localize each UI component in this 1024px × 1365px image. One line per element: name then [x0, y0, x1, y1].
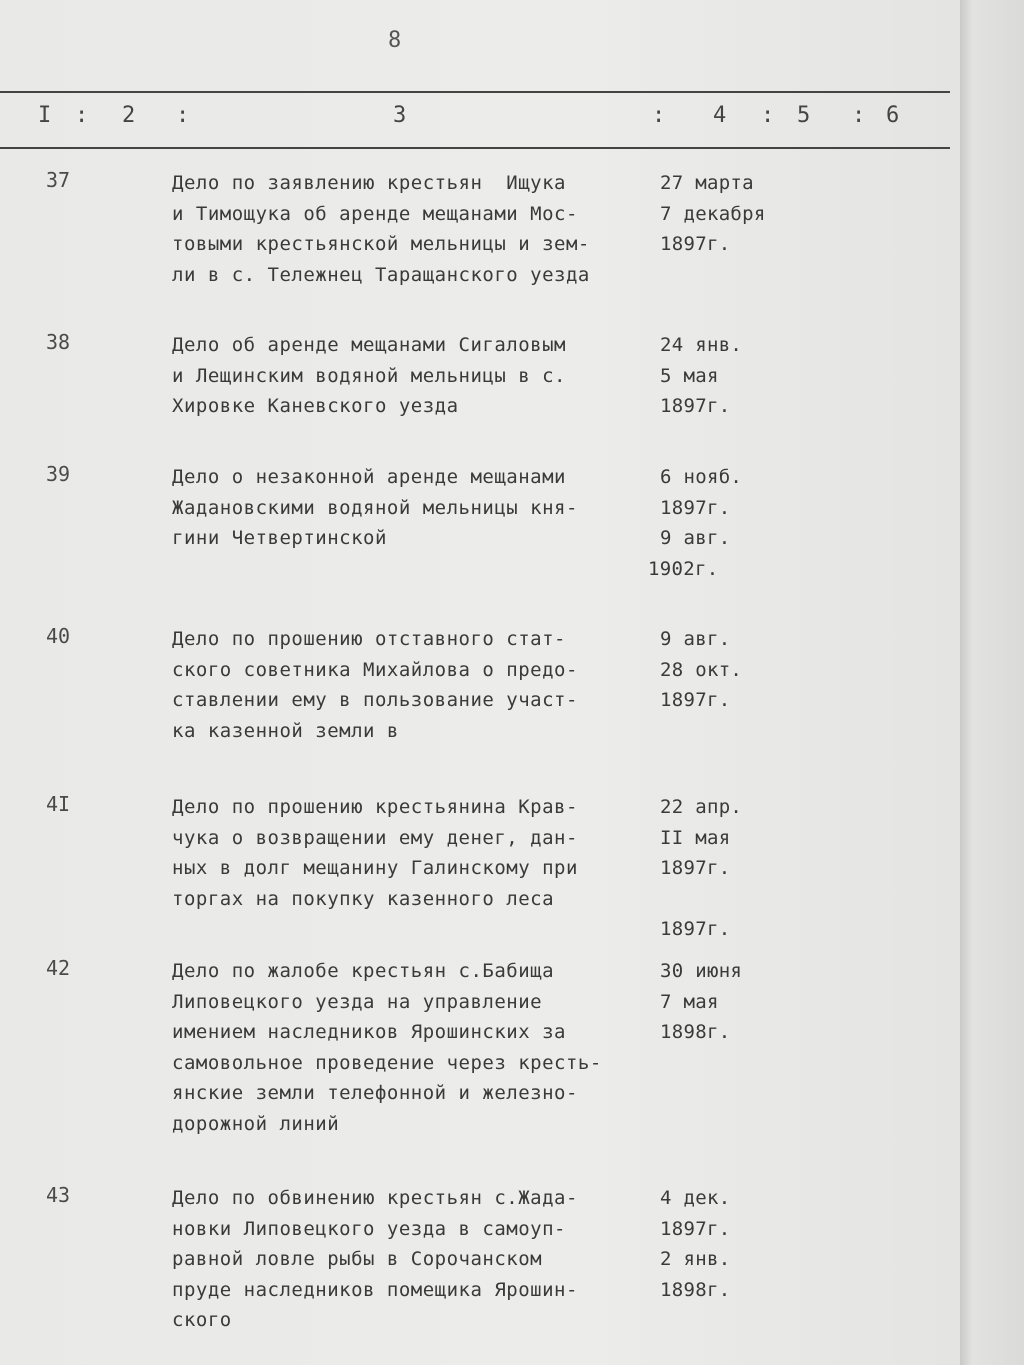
entry-description [172, 1183, 652, 1336]
entry-dates [660, 792, 800, 945]
description-line: и Тимощука об аренде мещанами Мос- [172, 202, 578, 225]
entry-number: 37 [46, 168, 71, 192]
date-line: 1897г. [660, 395, 731, 417]
description-line: ка казенной земли в [172, 719, 399, 742]
date-line: 7 декабря [660, 202, 766, 225]
description-line: торгах на покупку казенного леса [172, 887, 555, 910]
entry-description [172, 330, 652, 422]
date-line: 4 дек. [660, 1187, 731, 1209]
page-edge [960, 0, 1024, 1365]
description-line: и Лещинским водяной мельницы в с. [172, 364, 566, 387]
description-line: самовольное проведение через кресть- [172, 1051, 602, 1074]
date-line: 9 авг. [660, 527, 731, 549]
header-sep-1: : [75, 103, 89, 128]
description-line: Дело по обвинению крестьян с.Жада- [172, 1187, 578, 1209]
header-sep-3: : [652, 103, 666, 128]
date-line: 22 апр. [660, 796, 743, 818]
description-line: товыми крестьянской мельницы и зем- [172, 233, 590, 255]
entry-number: 40 [46, 624, 71, 648]
entry-dates [660, 330, 800, 422]
date-line: 5 мая [660, 364, 719, 387]
date-line: 1897г. [660, 918, 731, 940]
header-bottom-rule [0, 147, 950, 149]
date-line: 1898г. [660, 1021, 731, 1043]
date-line: 1897г. [660, 857, 731, 879]
description-line: новки Липовецкого уезда в самоуп- [172, 1217, 566, 1240]
date-line: 28 окт. [660, 658, 743, 681]
entry-dates [660, 956, 800, 1048]
entry-description [172, 462, 652, 554]
header-col-6: 6 [886, 103, 900, 128]
date-line [660, 884, 800, 915]
description-line: ных в долг мещанину Галинскому при [172, 857, 578, 879]
entry-dates [648, 462, 800, 584]
description-line: Дело об аренде мещанами Сигаловым [172, 334, 566, 356]
header-sep-5: : [852, 103, 866, 128]
header-col-1: I [38, 103, 52, 128]
description-line: ского [172, 1309, 232, 1331]
header-col-2: 2 [122, 103, 136, 128]
description-line: гини Четвертинской [172, 527, 387, 549]
description-line: ского советника Михайлова о предо- [172, 658, 578, 681]
date-line: 27 марта [660, 172, 754, 194]
entry-number: 39 [46, 462, 71, 486]
description-line: дорожной линий [172, 1112, 340, 1135]
date-line: 1897г. [660, 233, 731, 255]
description-line: ставлении ему в пользование участ- [172, 689, 578, 711]
description-line: Дело по заявлению крестьян Ищука [172, 172, 566, 194]
entry-number: 43 [46, 1183, 71, 1207]
header-col-4: 4 [713, 103, 727, 128]
date-line: 6 нояб. [660, 466, 743, 488]
entry-description [172, 168, 652, 290]
description-line: Дело о незаконной аренде мещанами [172, 466, 566, 488]
description-line: Дело по прошению крестьянина Крав- [172, 796, 578, 818]
date-line: 1897г. [660, 689, 731, 711]
header-col-5: 5 [797, 103, 811, 128]
header-sep-4: : [761, 103, 775, 128]
date-line: 30 июня [660, 960, 743, 982]
entry-number: 42 [46, 956, 71, 980]
description-line: имением наследников Ярошинских за [172, 1021, 566, 1043]
description-line: Дело по жалобе крестьян с.Бабища [172, 960, 555, 982]
date-line: 9 авг. [660, 628, 731, 650]
date-line: 1897г. [660, 1217, 731, 1240]
description-line: ли в с. Тележнец Таращанского уезда [172, 263, 590, 286]
description-line: пруде наследников помещика Ярошин- [172, 1278, 578, 1301]
description-line: равной ловле рыбы в Сорочанском [172, 1248, 543, 1270]
date-line: 1898г. [660, 1278, 731, 1301]
description-line: Дело по прошению отставного стат- [172, 628, 566, 650]
page-number: 8 [388, 28, 402, 53]
entry-description [172, 956, 652, 1139]
date-line: II мая [660, 826, 731, 849]
description-line: янские земли телефонной и железно- [172, 1082, 578, 1104]
entry-description [172, 624, 652, 746]
description-line: Жадановскими водяной мельницы кня- [172, 496, 578, 519]
description-line: чука о возвращении ему денег, дан- [172, 826, 578, 849]
entry-dates [660, 1183, 800, 1305]
date-line: 1897г. [660, 496, 731, 519]
date-line: 24 янв. [660, 334, 743, 356]
header-sep-2: : [176, 103, 190, 128]
header-col-3: 3 [393, 103, 407, 128]
header-top-rule [0, 91, 950, 93]
date-line: 2 янв. [660, 1248, 731, 1270]
entry-number: 4I [46, 792, 71, 816]
entry-dates [660, 624, 800, 716]
entry-number: 38 [46, 330, 71, 354]
description-line: Липовецкого уезда на управление [172, 990, 543, 1013]
description-line: Хировке Каневского уезда [172, 395, 459, 417]
date-line: 7 мая [660, 990, 719, 1013]
entry-dates [660, 168, 800, 260]
date-line: 1902г. [648, 557, 719, 580]
entry-description [172, 792, 652, 914]
